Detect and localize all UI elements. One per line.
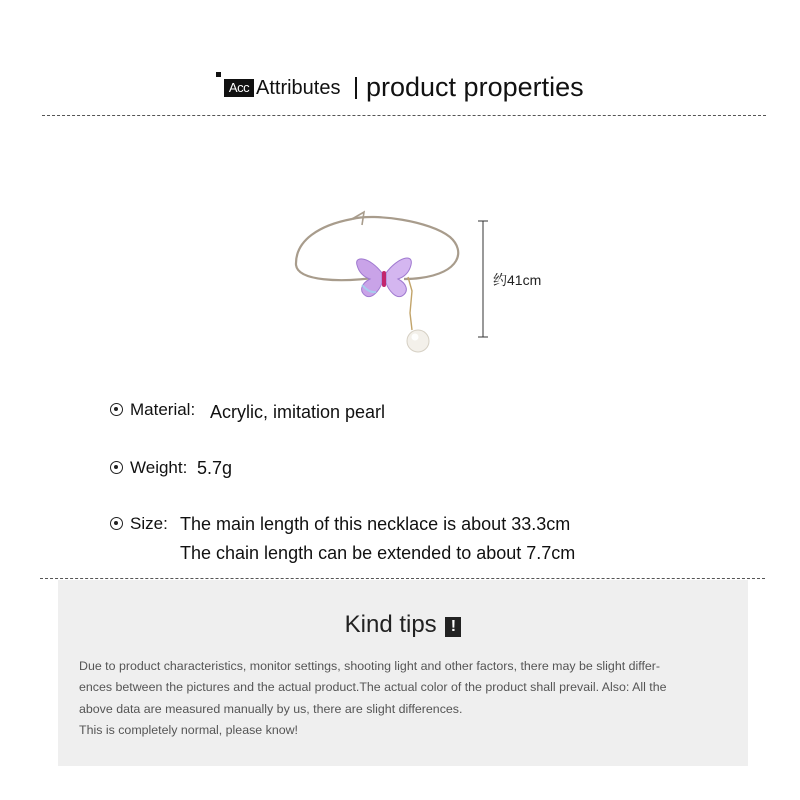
dimension-label: 约41cm xyxy=(493,272,542,288)
attribute-label: Material: xyxy=(130,400,196,419)
header-divider xyxy=(355,77,357,99)
attribute-label: Size: xyxy=(130,514,168,533)
drop-chain xyxy=(408,277,412,330)
header-tag: Acc xyxy=(224,79,254,97)
tips-line: above data are measured manually by us, there are slight differences. xyxy=(79,701,463,716)
bullet-target-icon xyxy=(110,517,123,530)
attribute-label: Weight: xyxy=(130,458,188,477)
attribute-value: Acrylic, imitation pearl xyxy=(210,402,386,422)
tips-text xyxy=(79,656,734,741)
tips-line: Due to product characteristics, monitor settings, shooting light and other factors, there may be slight differ- xyxy=(79,659,661,673)
tips-line: This is completely normal, please know! xyxy=(79,722,298,737)
bullet-target-icon xyxy=(110,403,123,416)
attribute-value: 5.7g xyxy=(197,458,233,478)
exclamation-icon: ! xyxy=(445,617,461,637)
section-header xyxy=(0,70,800,110)
kind-tips-panel xyxy=(58,580,748,766)
tips-title xyxy=(58,610,748,640)
bullet-target-icon xyxy=(110,461,123,474)
attribute-value-secondary: The chain length can be extended to about 7.7cm xyxy=(180,543,576,563)
page-title: product properties xyxy=(366,72,584,102)
bottom-dashed-divider xyxy=(40,578,765,579)
top-dashed-divider xyxy=(42,115,766,116)
attribute-value: The main length of this necklace is about 33.3cm xyxy=(180,514,571,534)
header-square-mark xyxy=(216,72,221,77)
header-label: Attributes xyxy=(256,77,341,99)
tips-title-text: Kind tips xyxy=(344,611,437,638)
butterfly-pendant xyxy=(357,258,412,297)
pearl xyxy=(407,330,429,352)
tips-line: ences between the pictures and the actual product.The actual color of the product shall prevail. Also: All the xyxy=(79,680,667,695)
